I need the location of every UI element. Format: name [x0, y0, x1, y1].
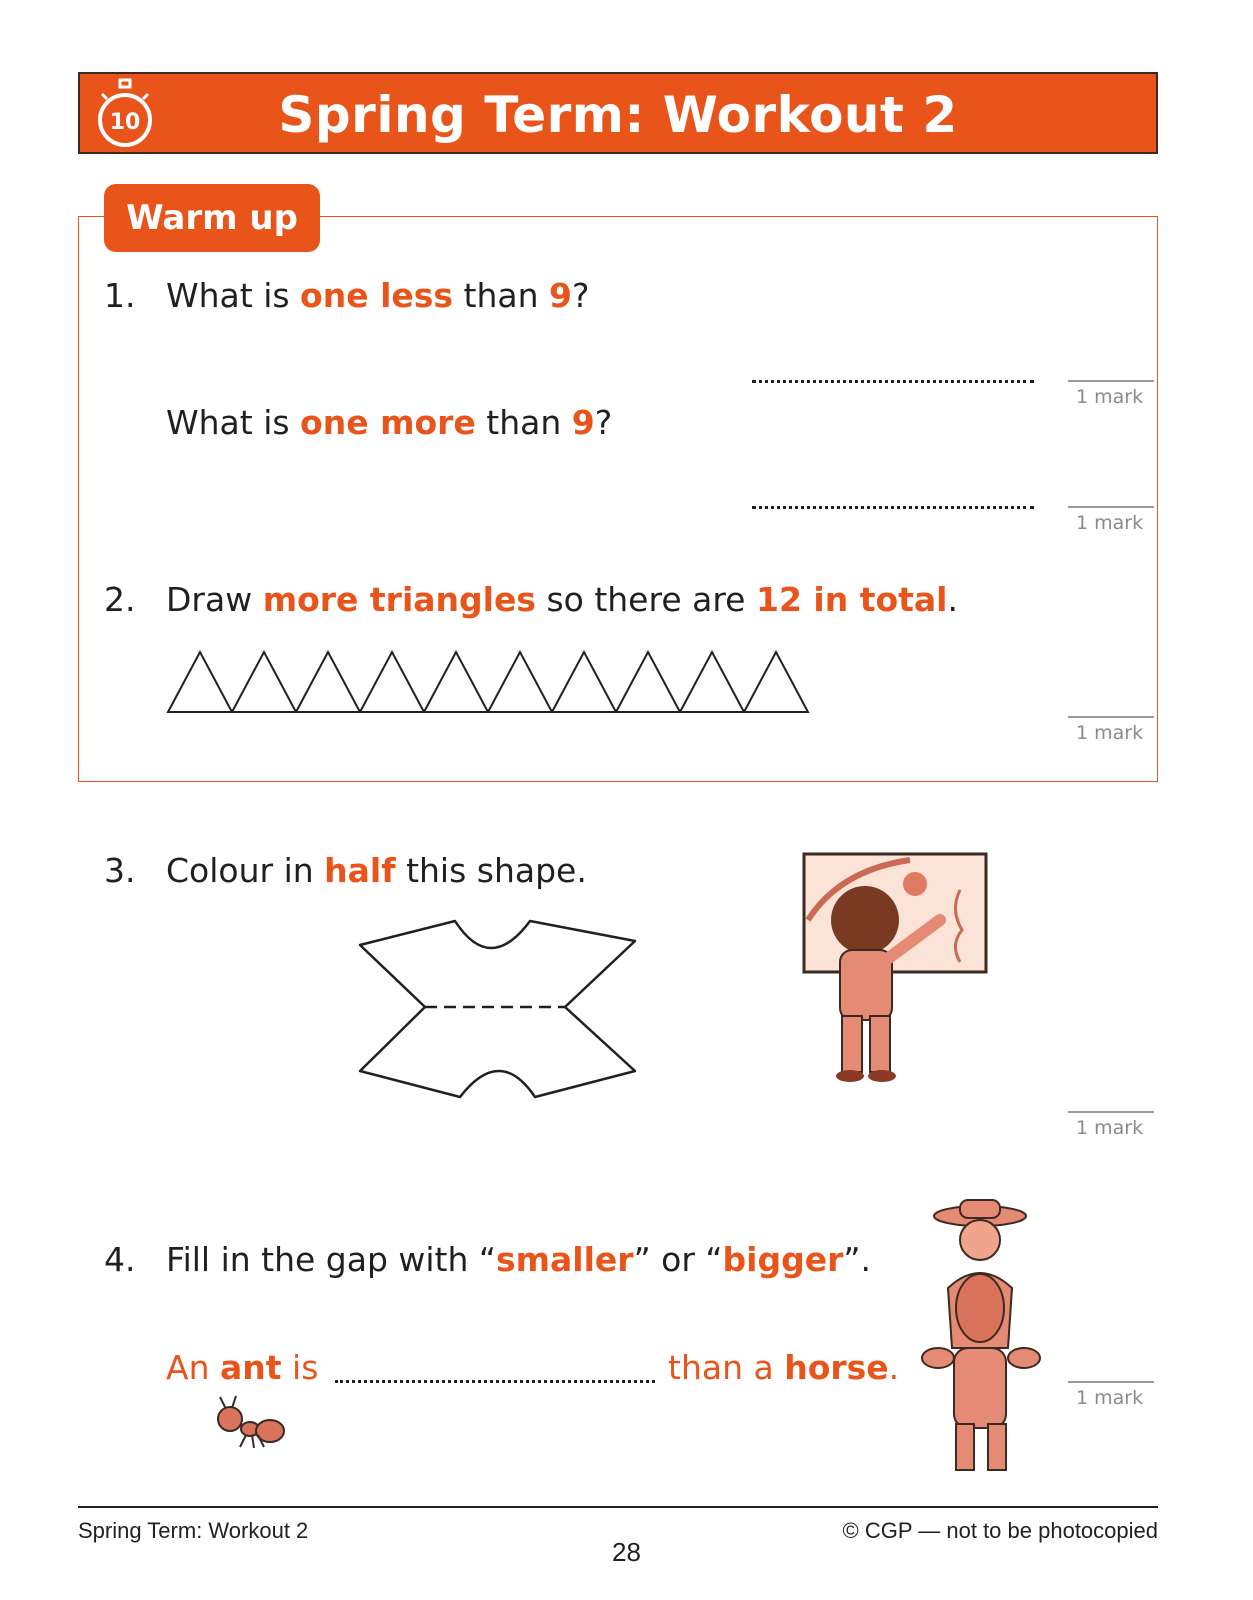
- mark-box-2: 1 mark: [1068, 716, 1154, 744]
- mark-box-1a: 1 mark: [1068, 380, 1154, 408]
- page-number: 28: [612, 1537, 641, 1567]
- header-banner: [78, 72, 1158, 154]
- footer-copyright: © CGP — not to be photocopied: [842, 1518, 1158, 1543]
- triangle: [616, 652, 680, 712]
- question-4-text: Fill in the gap with “smaller” or “bigger”.: [166, 1240, 871, 1279]
- ant-illustration: [208, 1395, 288, 1451]
- triangle: [424, 652, 488, 712]
- question-1-number: 1.: [104, 276, 136, 315]
- question-2-number: 2.: [104, 580, 136, 619]
- footer-divider: [78, 1506, 1158, 1508]
- triangle: [296, 652, 360, 712]
- question-4-sentence-end: than a horse.: [668, 1348, 900, 1387]
- answer-line-4[interactable]: [335, 1380, 655, 1383]
- cowboy-horse-illustration: [918, 1198, 1048, 1478]
- triangle: [488, 652, 552, 712]
- half-shape[interactable]: [350, 915, 650, 1105]
- question-4-number: 4.: [104, 1240, 136, 1279]
- question-3-text: Colour in half this shape.: [166, 851, 587, 890]
- question-1b-text: What is one more than 9?: [166, 403, 613, 442]
- triangle: [552, 652, 616, 712]
- triangle: [360, 652, 424, 712]
- triangle-row: [166, 650, 836, 716]
- timer-number: 10: [109, 110, 141, 135]
- triangle: [680, 652, 744, 712]
- page-title: Spring Term: Workout 2: [278, 86, 958, 144]
- answer-line-1a[interactable]: [752, 380, 1034, 383]
- mark-box-4: 1 mark: [1068, 1381, 1154, 1409]
- answer-line-1b[interactable]: [752, 506, 1034, 509]
- question-2-text: Draw more triangles so there are 12 in total.: [166, 580, 958, 619]
- triangle: [168, 652, 232, 712]
- mark-box-1b: 1 mark: [1068, 506, 1154, 534]
- footer-title: Spring Term: Workout 2: [78, 1518, 309, 1543]
- child-painting-illustration: [800, 850, 990, 1090]
- warmup-label: Warm up: [104, 184, 320, 252]
- question-1a-text: What is one less than 9?: [166, 276, 590, 315]
- triangle: [744, 652, 808, 712]
- question-4-sentence-start: An ant is: [166, 1348, 319, 1387]
- mark-box-3: 1 mark: [1068, 1111, 1154, 1139]
- question-3-number: 3.: [104, 851, 136, 890]
- triangle: [232, 652, 296, 712]
